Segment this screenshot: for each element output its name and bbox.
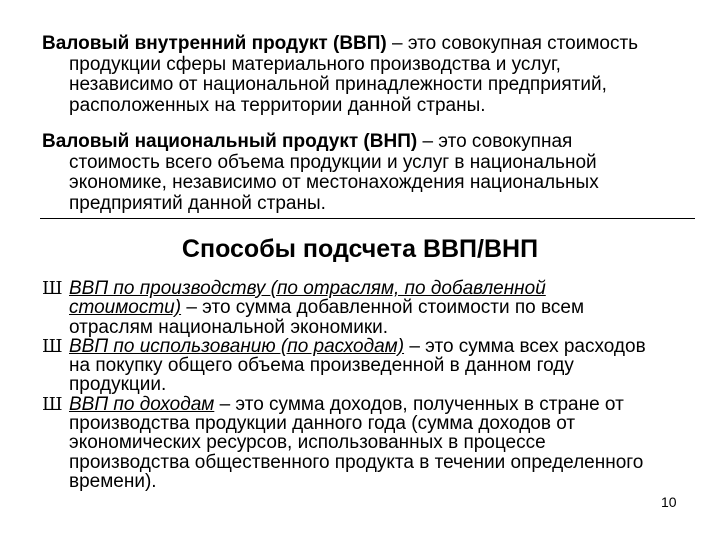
bullet-icon: Ш [42,393,63,415]
definition-line: расположенных на территории данной страны. [69,94,486,116]
method-line: производства продукции данного года (сумма доходов от [69,413,576,435]
bullet-icon: Ш [42,278,63,299]
definition-line: стоимость всего объема продукции и услуг в национальной [69,151,597,173]
page-number: 10 [661,494,677,510]
gdp-term: Валовый внутренний продукт (ВВП) [42,33,387,54]
method-line: на покупку общего объема произведенной в данном году [69,355,574,377]
gdp-definition-start: – это совокупная стоимость [386,33,639,54]
method-item-expenditure [42,337,702,395]
methods-list [42,279,702,491]
definition-line [42,34,692,55]
method-line: отраслям национальной экономики. [69,316,389,338]
bullet-icon: Ш [42,335,63,357]
method-term-continued: стоимости) [69,297,182,319]
method-term: ВВП по использованию (по расходам) [69,335,405,357]
method-item-production [42,279,702,337]
definition-line: экономике, независимо от местонахождения национальных [69,172,599,193]
gnp-definition-start: – это совокупная [417,131,573,152]
method-description-start: – это сумма доходов, полученных в стране от [214,393,624,415]
method-description-start: – это сумма добавленной стоимости по всем [181,297,585,319]
method-line: производства общественного продукта в течении определенного [69,451,644,473]
method-line: времени). [69,470,157,492]
method-description-start: – это сумма всех расходов [404,335,646,357]
section-title: Способы подсчета ВВП/ВНП [181,235,539,263]
divider-line [40,218,695,219]
definition-line: независимо от национальной принадлежности предприятий, [69,74,607,95]
method-term: ВВП по доходам [69,393,215,415]
method-line: продукции. [69,374,167,396]
method-term: ВВП по производству (по отраслям, по добавленной [69,278,546,299]
definition-line: предприятий данной страны. [69,192,326,214]
gdp-definition [42,34,692,116]
definition-line [42,132,692,153]
method-line [69,298,702,317]
method-line [69,337,702,356]
gnp-definition [42,132,692,214]
method-line [69,395,702,414]
method-line: экономических ресурсов, использованных в процессе [69,432,546,454]
definition-line: продукции сферы материального производства и услуг, [69,53,561,75]
method-item-income [42,395,702,491]
gnp-term: Валовый национальный продукт (ВНП) [42,131,418,152]
